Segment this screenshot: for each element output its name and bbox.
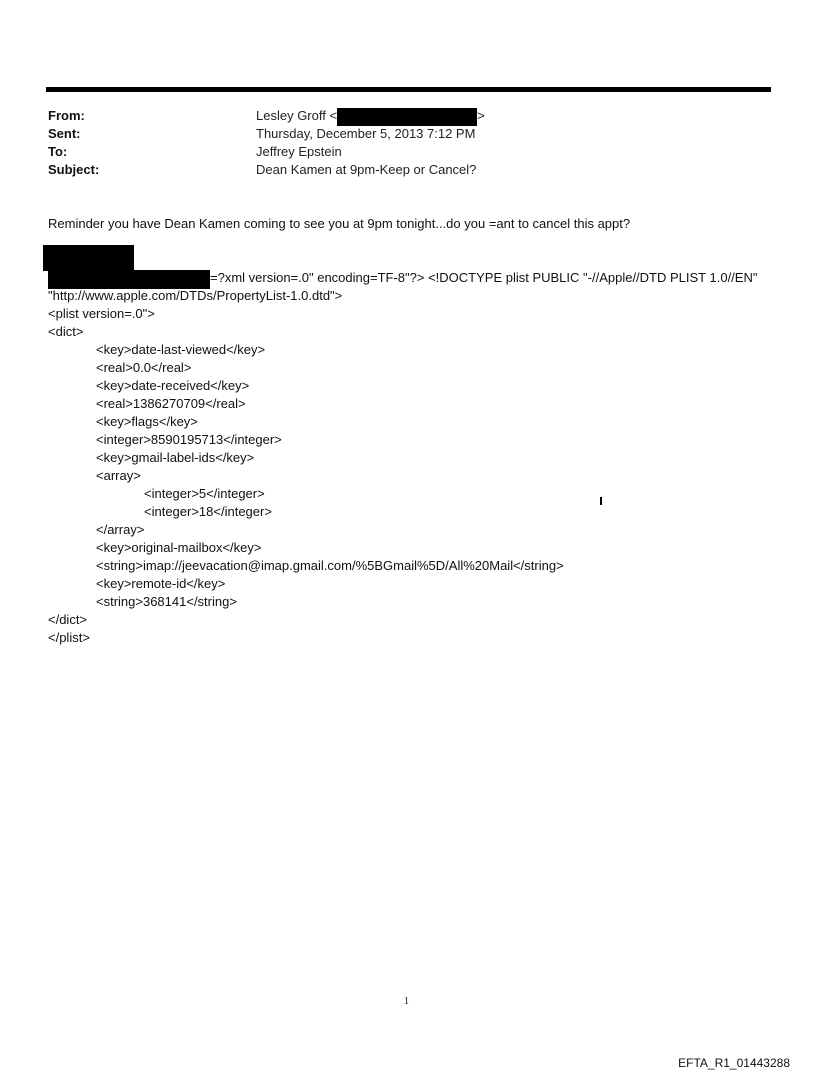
xml-line: </array> <box>96 522 145 537</box>
xml-line: <real>1386270709</real> <box>96 396 246 411</box>
xml-line: <integer>8590195713</integer> <box>96 432 282 447</box>
xml-line: <key>date-last-viewed</key> <box>96 342 266 357</box>
document-id: EFTA_R1_01443288 <box>678 1056 790 1070</box>
xml-line: <key>remote-id</key> <box>96 576 226 591</box>
xml-line: <integer>5</integer> <box>144 486 265 501</box>
xml-line: <key>gmail-label-ids</key> <box>96 450 255 465</box>
xml-line: <string>368141</string> <box>96 594 237 609</box>
sent-label: Sent: <box>48 126 81 141</box>
to-label: To: <box>48 144 68 159</box>
from-label: From: <box>48 108 85 123</box>
page-number: 1 <box>404 996 409 1007</box>
xml-line: </dict> <box>48 612 88 627</box>
from-name: Lesley Groff < <box>256 108 338 123</box>
xml-line: <integer>18</integer> <box>144 504 272 519</box>
header-rule <box>46 87 771 92</box>
from-value <box>256 107 485 126</box>
subject-label: Subject: <box>48 162 100 177</box>
sent-value: Thursday, December 5, 2013 7:12 PM <box>256 126 476 141</box>
xml-line: <dict> <box>48 324 84 339</box>
subject-value: Dean Kamen at 9pm-Keep or Cancel? <box>256 162 477 177</box>
xml-line: <string>imap://jeevacation@imap.gmail.com/%5BGmail%5D/All%20Mail</string> <box>96 558 564 573</box>
xml-line: </plist> <box>48 630 90 645</box>
xml-line: <array> <box>96 468 141 483</box>
xml-line: <key>flags</key> <box>96 414 198 429</box>
xml-line: <real>0.0</real> <box>96 360 192 375</box>
xml-line: <key>original-mailbox</key> <box>96 540 262 555</box>
from-bracket: > <box>477 108 485 123</box>
stray-mark <box>600 497 602 505</box>
redaction-bar <box>337 108 477 126</box>
message-body: Reminder you have Dean Kamen coming to see you at 9pm tonight...do you =ant to cancel this appt? <box>48 216 631 231</box>
xml-line: <plist version=.0"> <box>48 306 155 321</box>
xml-line: "http://www.apple.com/DTDs/PropertyList-1.0.dtd"> <box>48 288 343 303</box>
to-value: Jeffrey Epstein <box>256 144 342 159</box>
redaction-block <box>43 245 134 271</box>
xml-line: =?xml version=.0" encoding=TF-8"?> <!DOCTYPE plist PUBLIC "-//Apple//DTD PLIST 1.0//EN" <box>210 270 758 285</box>
xml-line: <key>date-received</key> <box>96 378 250 393</box>
